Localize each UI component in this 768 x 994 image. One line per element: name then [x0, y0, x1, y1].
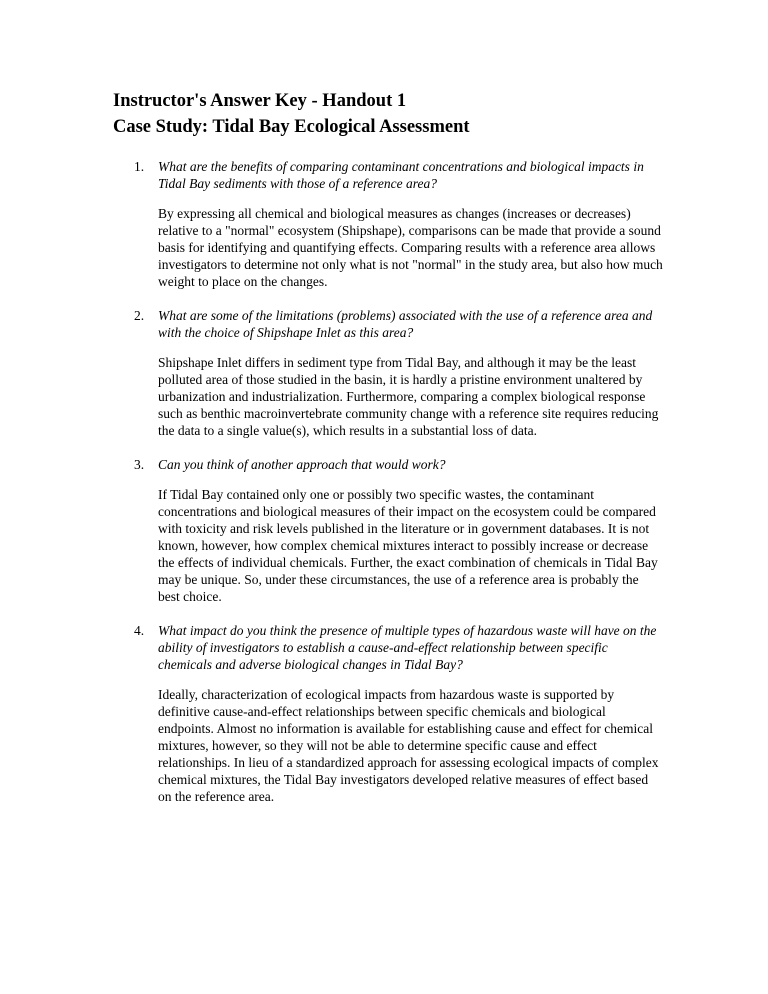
item-question: Can you think of another approach that would work? — [158, 457, 446, 472]
item-answer: Shipshape Inlet differs in sediment type from Tidal Bay, and although it may be the least polluted area of those studied in the basin, it is hardly a pristine environment unaltered by urbanization and industrialization. Furthermore, comparing a complex biological response such as benthic macroinvertebrate community change with a reference site requires reducing the data to a single value(s), which results in a substantial loss of data. — [158, 355, 659, 438]
document-title — [113, 88, 668, 140]
question-row — [113, 307, 668, 341]
question-row — [113, 456, 668, 473]
item-question: What are some of the limitations (problems) associated with the use of a reference area and with the choice of Shipshape Inlet as this area? — [158, 308, 653, 340]
item-answer: Ideally, characterization of ecological impacts from hazardous waste is supported by definitive cause-and-effect relationships between specific chemicals and biological endpoints. Almost no information is available for establishing cause and effect for chemical mixtures, however, so they will not be able to determine specific cause and effect relationships. In lieu of a standardized approach for assessing ecological impacts of complex chemical mixtures, the Tidal Bay investigators developed relative measures of effect based on the reference area. — [158, 687, 659, 804]
document-title-line-2: Case Study: Tidal Bay Ecological Assessment — [113, 117, 470, 137]
question-row — [113, 158, 668, 192]
qa-item-2 — [113, 307, 668, 439]
item-question: What impact do you think the presence of multiple types of hazardous waste will have on the ability of investigators to establish a cause-and-effect relationship between specific chemicals and adverse biological changes in Tidal Bay? — [158, 623, 657, 672]
document-title-line-1: Instructor's Answer Key - Handout 1 — [113, 91, 407, 111]
item-answer: By expressing all chemical and biological measures as changes (increases or decreases) relative to a "normal" ecosystem (Shipshape), comparisons can be made that provide a sound basis for identifying and quantifying effects. Comparing results with a reference area allows investigators to determine not only what is not "normal" in the study area, but also how much weight to place on the changes. — [158, 206, 663, 289]
question-row — [113, 622, 668, 673]
item-question: What are the benefits of comparing contaminant concentrations and biological impacts in Tidal Bay sediments with those of a reference area? — [158, 159, 644, 191]
item-number: 1. — [134, 159, 145, 174]
item-answer: If Tidal Bay contained only one or possibly two specific wastes, the contaminant concentrations and biological measures of their impact on the ecosystem could be compared with toxicity and risk levels published in the literature or in government databases. It is not known, however, how complex chemical mixtures interact to possibly increase or decrease the effects of individual chemicals. Further, the exact combination of chemicals in Tidal Bay may be unique. So, under these circumstances, the use of a reference area is probably the best choice. — [158, 487, 658, 604]
item-number: 2. — [134, 308, 145, 323]
item-number: 3. — [134, 457, 145, 472]
qa-item-3 — [113, 456, 668, 605]
qa-item-1 — [113, 158, 668, 290]
item-number: 4. — [134, 623, 145, 638]
qa-item-4 — [113, 622, 668, 805]
